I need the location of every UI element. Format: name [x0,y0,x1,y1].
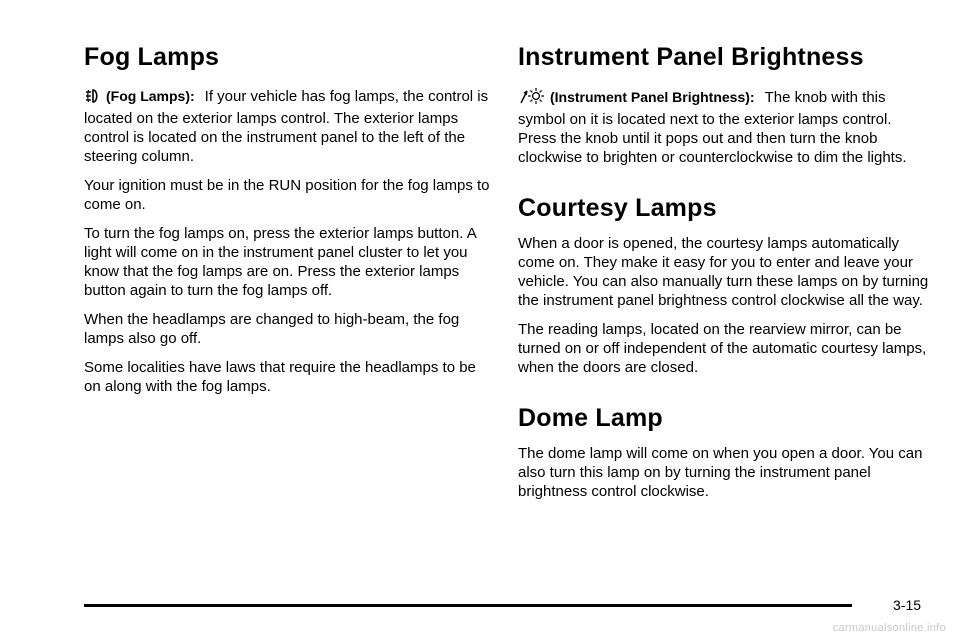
fog-paragraph-1: Your ignition must be in the RUN position for the fog lamps to come on. [84,177,490,213]
instrument-panel-intro [518,87,930,167]
instrument-panel-intro-text: The knob with this symbol on it is located next to the exterior lamps control. Press the knob until it pops out and then turn the knob clockwise to brighten or counterclockwise to dim the lights. [518,89,907,166]
courtesy-paragraph-1: When a door is opened, the courtesy lamps automatically come on. They make it easy for you to enter and leave your vehicle. You can also manually turn these lamps on by turning the instrument panel brightness control clockwise all the way. [518,235,929,309]
instrument-panel-term: (Instrument Panel Brightness): [550,89,755,105]
watermark: carmanualsonline.info [832,622,946,634]
courtesy-paragraph-2: The reading lamps, located on the rearview mirror, can be turned on or off independent of the automatic courtesy lamps, when the doors are closed. [518,321,927,376]
left-column [84,40,494,396]
fog-paragraph-4: Some localities have laws that require the headlamps to be on along with the fog lamps. [84,359,476,395]
fog-lamp-icon [84,88,100,109]
dome-lamp-heading: Dome Lamp [518,404,663,432]
fog-lamps-intro [84,87,494,166]
right-column [518,40,930,501]
fog-paragraph-2: To turn the fog lamps on, press the exterior lamps button. A light will come on in the instrument panel cluster to let you know that the fog lamps are on. Press the exterior lamps button again to turn the fog lamps off. [84,225,476,299]
page-number: 3-15 [893,597,922,613]
brightness-icon [518,87,544,110]
instrument-panel-heading: Instrument Panel Brightness [518,43,864,71]
dome-paragraph: The dome lamp will come on when you open a door. You can also turn this lamp on by turning the instrument panel brightness control clockwise. [518,445,923,500]
fog-paragraph-3: When the headlamps are changed to high-beam, the fog lamps also go off. [84,311,460,347]
fog-lamps-term: (Fog Lamps): [106,88,195,104]
footer-rule [84,604,852,607]
fog-lamps-intro-text: If your vehicle has fog lamps, the control is located on the exterior lamps control. The exterior lamps control is located on the instrument panel to the left of the steering column. [84,88,489,165]
courtesy-lamps-heading: Courtesy Lamps [518,194,717,222]
fog-lamps-heading: Fog Lamps [84,43,220,71]
